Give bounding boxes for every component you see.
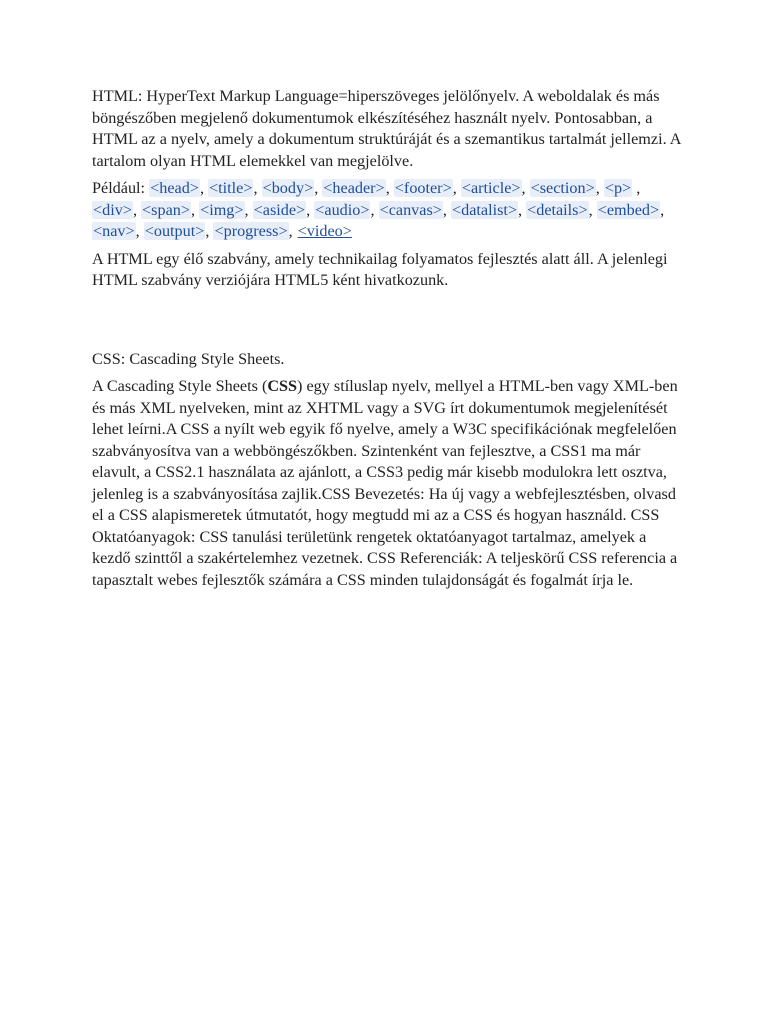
tag-link[interactable]: <output> xyxy=(144,222,205,240)
example-label: Például: xyxy=(92,179,150,197)
html-tags-paragraph: Például: <head>, <title>, <body>, <header>, <footer>, <article>, <section>, <p> , <div>, <span>, <img>, <aside>, <audio>, <canvas>, <datalist>, <details>, <embed>, <nav>, <output>, <progress>, <video> xyxy=(92,179,665,240)
tag-link[interactable]: <progress> xyxy=(214,222,288,240)
css-body-paragraph xyxy=(92,376,684,591)
tag-link[interactable]: <section> xyxy=(530,179,595,197)
tag-link[interactable]: <audio> xyxy=(315,200,370,219)
tag-link[interactable]: <aside> xyxy=(253,200,306,219)
html-intro-paragraph: HTML: HyperText Markup Language=hiperszöveges jelölőnyelv. A weboldalak és más böngészőben megjelenő dokumentumok elkészítéséhez használt nyelv. Pontosabban, a HTML az a nyelv, amely a dokumentum struktúráját és a szemantikus tartalmát jellemzi. A tartalom olyan HTML elemekkel van megjelölve. xyxy=(92,87,681,170)
tag-link[interactable]: <details> xyxy=(527,200,588,219)
css-body-text: ) egy stíluslap nyelv, mellyel a HTML-ben vagy XML-ben és más XML nyelveken, mint az XHTML vagy a SVG írt dokumentumok megjelenítését lehet leírni.A CSS a nyílt web egyik fő nyelve, amely a W3C specifikációnak megfelelően szabványosítva van a webböngészőkben. Szintenként van fejlesztve, a CSS1 ma már elavult, a CSS2.1 használata az ajánlott, a CSS3 pedig már kisebb modulokra lett osztva, jelenleg is a szabványosítása zajlik.CSS Bevezetés: Ha új vagy a webfejlesztésben, olvasd el a CSS alapismeretek útmutatót, hogy megtudd mi az a CSS és hogyan használd. CSS Oktatóanyagok: CSS tanulási területünk rengetek oktatóanyagot tartalmaz, amelyek a kezdő szinttől a szakértelemhez vezetnek. CSS Referenciák: A teljeskörű CSS referencia a tapasztalt webes fejlesztők számára a CSS minden tulajdonságát és fogalmát írja le. xyxy=(92,377,678,589)
tag-link[interactable]: <canvas> xyxy=(379,200,442,219)
tag-link[interactable]: <nav> xyxy=(93,222,135,240)
spacer xyxy=(92,292,684,349)
tag-link[interactable]: <header> xyxy=(323,179,385,197)
tag-link[interactable]: <title> xyxy=(209,179,253,197)
tag-link[interactable]: <datalist> xyxy=(451,200,517,219)
html-standard-paragraph: A HTML egy élő szabvány, amely technikailag folyamatos fejlesztés alatt áll. A jelenlegi HTML szabvány verziójára HTML5 ként hivatkozunk. xyxy=(92,249,668,289)
tag-link[interactable]: <footer> xyxy=(394,179,452,197)
tag-link[interactable]: <img> xyxy=(200,200,244,219)
css-bold-term: CSS xyxy=(267,377,298,395)
tag-link[interactable]: <div> xyxy=(93,200,132,219)
tag-link[interactable]: <video> xyxy=(297,222,352,240)
tag-link[interactable]: <span> xyxy=(142,200,190,219)
tag-link[interactable]: <article> xyxy=(461,179,521,197)
tag-link[interactable]: <p> xyxy=(604,179,632,197)
css-body-text: A Cascading Style Sheets ( xyxy=(92,377,268,395)
css-heading: CSS: Cascading Style Sheets. xyxy=(92,349,285,368)
tag-link[interactable]: <embed> xyxy=(597,200,660,219)
tag-link[interactable]: <body> xyxy=(262,179,314,197)
document-page xyxy=(92,86,684,591)
tag-link[interactable]: <head> xyxy=(150,179,199,197)
